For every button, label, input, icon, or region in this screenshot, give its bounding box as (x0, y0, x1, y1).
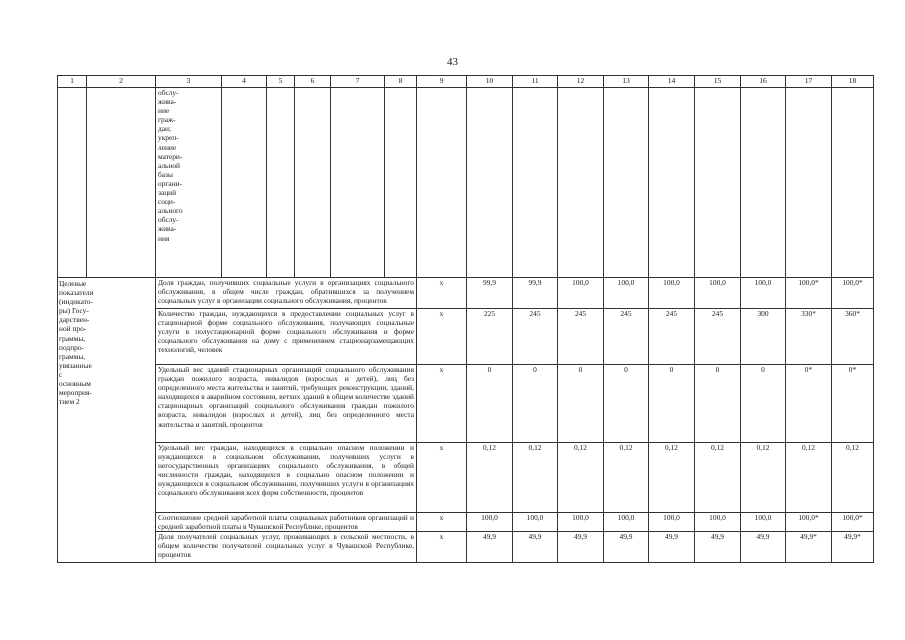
indicator-base: х (417, 278, 467, 309)
table-cell (695, 88, 741, 278)
indicator-value: 0 (695, 365, 741, 443)
column-header: 10 (467, 76, 513, 88)
table-cell (385, 88, 417, 278)
indicator-row (58, 309, 874, 365)
indicator-value: 0 (604, 365, 649, 443)
indicator-value: 100,0 (741, 278, 786, 309)
table-cell (58, 88, 87, 278)
indicator-value: 0 (558, 365, 604, 443)
indicator-value: 0* (832, 365, 874, 443)
indicator-value: 100,0* (786, 278, 832, 309)
indicator-row (58, 443, 874, 513)
indicator-row (58, 278, 874, 309)
table-cell (786, 88, 832, 278)
indicator-value: 0,12 (741, 443, 786, 513)
column-header: 14 (649, 76, 695, 88)
column-header: 15 (695, 76, 741, 88)
table-cell (87, 88, 156, 278)
indicator-value: 245 (604, 309, 649, 365)
indicator-value: 0,12 (558, 443, 604, 513)
indicator-value: 0,12 (832, 443, 874, 513)
indicator-value: 0 (741, 365, 786, 443)
indicator-value: 100,0 (604, 278, 649, 309)
indicator-base: х (417, 309, 467, 365)
indicator-row (58, 532, 874, 563)
indicator-value: 300 (741, 309, 786, 365)
indicator-value: 0,12 (513, 443, 558, 513)
table-cell (604, 88, 649, 278)
continuation-text: обслу- жива- ние граж- дан; укреп- ление матери- альной базы органи- заций соци- ального обслу- жива- ния (156, 88, 222, 278)
indicator-base: х (417, 443, 467, 513)
column-header: 11 (513, 76, 558, 88)
table-cell (331, 88, 385, 278)
indicator-value: 100,0 (604, 513, 649, 532)
indicator-value: 245 (649, 309, 695, 365)
indicator-value: 0 (649, 365, 695, 443)
indicator-text: Удельный вес граждан, находящихся в социально опасном положении и нуждающихся в социальном обслуживании, получивших услуги в негосударственных организациях социального обслуживания, в общей численности граждан, находящихся в социально опасном положении и нуждающихся в социальном обслуживании, получивших услуги в организациях социального обслуживания всех форм собственности, процентов (156, 443, 417, 513)
group-label-text: Целевые показатели (индикато- ры) Госу- дарствен- ной про- граммы, подпро- граммы, увязанные с основным мероприя- тием 2 (59, 279, 94, 407)
column-header: 2 (87, 76, 156, 88)
indicator-base: х (417, 365, 467, 443)
indicator-text: Удельный вес зданий стационарных организаций социального обслуживания граждан пожилого возраста, инвалидов (взрослых и детей), лиц без определенного места жительства и занятий, требующих реконструкции, зданий, находящихся в аварийном состоянии, ветхих зданий в общем количестве зданий стационарных организаций социального обслуживания граждан пожилого возраста, инвалидов (взрослых и детей), лиц без определенного места жительства и занятий, процентов (156, 365, 417, 443)
indicator-value: 245 (558, 309, 604, 365)
indicator-value: 360* (832, 309, 874, 365)
indicator-value: 225 (467, 309, 513, 365)
indicator-value: 0,12 (604, 443, 649, 513)
indicator-value: 100,0 (558, 278, 604, 309)
table-cell (513, 88, 558, 278)
indicator-value: 0 (467, 365, 513, 443)
indicator-value: 100,0* (832, 513, 874, 532)
table-cell (558, 88, 604, 278)
indicator-value: 0,12 (695, 443, 741, 513)
indicator-value: 100,0 (467, 513, 513, 532)
indicator-value: 49,9* (786, 532, 832, 563)
indicator-value: 99,9 (513, 278, 558, 309)
group-label (58, 278, 156, 563)
indicator-text: Количество граждан, нуждающихся в предоставлении социальных услуг в стационарной форме социального обслуживания, получающих социальные услуги в полустационарной форме социального обслуживания и форме социального обслуживания на дому с применением стационарзамещающих технологий, человек (156, 309, 417, 365)
indicator-value: 100,0 (513, 513, 558, 532)
indicator-value: 0,12 (649, 443, 695, 513)
indicator-value: 100,0 (649, 513, 695, 532)
indicator-text: Доля граждан, получивших социальные услуги в организациях социального обслуживания, в общем числе граждан, обратившихся за получением социальных услуг в организации социального обслуживания, процентов (156, 278, 417, 309)
column-header: 12 (558, 76, 604, 88)
indicator-value: 0,12 (786, 443, 832, 513)
indicator-text: Соотношение средней заработной платы социальных работников организаций и средней заработной платы в Чувашской Республике, процентов (156, 513, 417, 532)
indicator-value: 100,0 (741, 513, 786, 532)
column-header: 4 (222, 76, 267, 88)
continuation-row (58, 88, 874, 278)
indicator-row (58, 365, 874, 443)
indicator-value: 100,0* (786, 513, 832, 532)
indicator-value: 49,9 (604, 532, 649, 563)
column-header: 17 (786, 76, 832, 88)
column-header: 6 (295, 76, 331, 88)
table-cell (741, 88, 786, 278)
indicator-value: 99,9 (467, 278, 513, 309)
column-header: 9 (417, 76, 467, 88)
column-header: 8 (385, 76, 417, 88)
indicator-value: 49,9 (558, 532, 604, 563)
column-header: 3 (156, 76, 222, 88)
indicator-value: 100,0 (558, 513, 604, 532)
indicator-value: 0,12 (467, 443, 513, 513)
indicator-value: 330* (786, 309, 832, 365)
column-header: 7 (331, 76, 385, 88)
indicator-base: х (417, 513, 467, 532)
table-cell (295, 88, 331, 278)
indicator-value: 0* (786, 365, 832, 443)
table-cell (267, 88, 295, 278)
column-number-row (58, 76, 874, 88)
indicator-value: 100,0 (649, 278, 695, 309)
table-cell (417, 88, 467, 278)
indicator-value: 49,9 (741, 532, 786, 563)
indicator-text: Доля получателей социальных услуг, проживающих в сельской местности, в общем количестве получателей социальных услуг в Чувашской Республике, процентов (156, 532, 417, 563)
table-cell (832, 88, 874, 278)
indicator-value: 245 (695, 309, 741, 365)
column-header: 18 (832, 76, 874, 88)
column-header: 16 (741, 76, 786, 88)
column-header: 5 (267, 76, 295, 88)
page-number: 43 (447, 56, 458, 68)
indicator-value: 49,9 (695, 532, 741, 563)
column-header: 1 (58, 76, 87, 88)
column-header: 13 (604, 76, 649, 88)
indicator-base: х (417, 532, 467, 563)
indicator-value: 49,9 (513, 532, 558, 563)
indicator-value: 100,0* (832, 278, 874, 309)
table-cell (649, 88, 695, 278)
table-cell (222, 88, 267, 278)
indicator-value: 245 (513, 309, 558, 365)
indicator-row (58, 513, 874, 532)
indicator-value: 49,9* (832, 532, 874, 563)
indicator-value: 0 (513, 365, 558, 443)
indicator-value: 100,0 (695, 278, 741, 309)
indicator-table (57, 75, 874, 563)
table-cell (467, 88, 513, 278)
indicator-value: 49,9 (467, 532, 513, 563)
indicator-value: 100,0 (695, 513, 741, 532)
indicator-value: 49,9 (649, 532, 695, 563)
